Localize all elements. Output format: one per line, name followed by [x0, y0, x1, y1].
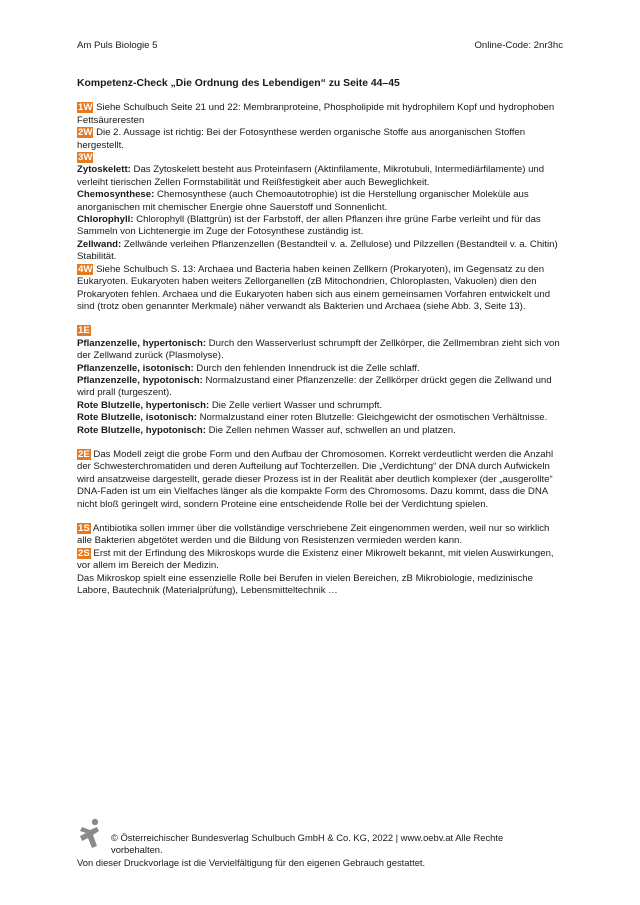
definition-term: Zellwand: [77, 238, 122, 250]
online-code: Online-Code: 2nr3hc [474, 40, 563, 51]
task-w3 [77, 152, 565, 164]
section-gap [77, 313, 565, 325]
usage-notice: Von dieser Druckvorlage ist die Vervielfältigung für den eigenen Gebrauch gestattet. [77, 856, 426, 868]
definition-text: Normalzustand einer roten Blutzelle: Gleichgewicht der osmotischen Verhältnisse. [196, 412, 548, 424]
task-level: S [83, 523, 90, 534]
task-level: E [83, 448, 90, 460]
task-badge [77, 102, 93, 113]
task-badge [77, 523, 91, 534]
definition [77, 425, 565, 437]
task-number: 4 [78, 263, 84, 275]
definition-text: Normalzustand einer Pflanzenzelle: der Zellkörper drückt gegen die Zellwand und wird prall (turgeszent). [77, 374, 552, 399]
definition-term: Pflanzenzelle, hypertonisch: [77, 337, 207, 349]
definition-term: Rote Blutzelle, hypertonisch: [77, 399, 210, 411]
definition-text: Die Zellen nehmen Wasser auf, schwellen an und platzen. [206, 424, 456, 436]
definition-text: Durch den Wasserverlust schrumpft der Zellkörper, die Zellmembran zieht sich von der Zellwand zurück (Plasmolyse). [77, 337, 560, 362]
task-e2 [77, 449, 565, 511]
task-s1 [77, 523, 565, 548]
definition [77, 400, 565, 412]
task-text: Erst mit der Erfindung des Mikroskops wurde die Existenz einer Mikrowelt bekannt, mit vielen Auswirkungen, vor allem im Bereich der Medizin. [77, 547, 554, 572]
definition [77, 363, 565, 375]
definition [77, 338, 565, 363]
definition-term: Rote Blutzelle, isotonisch: [77, 412, 197, 424]
definition [77, 214, 565, 239]
page-title: Kompetenz-Check „Die Ordnung des Lebendigen“ zu Seite 44–45 [77, 78, 400, 89]
paragraph: Das Mikroskop spielt eine essenzielle Rolle bei Berufen in vielen Bereichen, zB Mikrobiologie, medizinische Labore, Bautechnik (Materialprüfung), Lebensmitteltechnik … [77, 572, 533, 597]
section-gap [77, 511, 565, 523]
definition [77, 164, 565, 189]
definition-term: Chemosynthese: [77, 189, 155, 201]
task-badge [77, 152, 93, 163]
definition-text: Chlorophyll (Blattgrün) ist der Farbstoff, der allen Pflanzen ihre grüne Farbe verleiht und für das Sammeln von Lichtenergie im Zuge der Fotosynthese zuständig ist. [77, 214, 541, 238]
definition-term: Pflanzenzelle, hypotonisch: [77, 374, 203, 386]
definition-text: Durch den fehlenden Innendruck ist die Zelle schlaff. [193, 362, 420, 374]
definition-term: Pflanzenzelle, isotonisch: [77, 362, 194, 374]
definition-term: Rote Blutzelle, hypotonisch: [77, 424, 206, 436]
task-text: Siehe Schulbuch Seite 21 und 22: Membranproteine, Phospholipide mit hydrophilem Kopf und hydrophoben Fettsäureresten [77, 102, 555, 126]
task-level: W [83, 263, 93, 275]
task-e1 [77, 325, 565, 337]
task-badge [77, 325, 91, 336]
task-number: 1 [78, 523, 84, 534]
definition-term: Zytoskelett: [77, 164, 131, 176]
task-w2 [77, 127, 565, 152]
definition [77, 189, 565, 214]
book-title: Am Puls Biologie 5 [77, 40, 158, 51]
definition-text: Chemosynthese (auch Chemoautotrophie) ist die Herstellung organischer Moleküle aus anorganischen mit chemischer Energie ohne Sauerstoff und Sonnenlicht. [77, 189, 529, 213]
task-s2 [77, 548, 565, 573]
task-number: 3 [78, 152, 84, 164]
definition-term: Chlorophyll: [77, 214, 134, 226]
copyright-footer [77, 832, 557, 869]
task-level: W [83, 127, 93, 139]
page-header [77, 40, 563, 54]
task-badge [77, 449, 91, 460]
task-text: Antibiotika sollen immer über die vollständige verschriebene Zeit eingenommen werden, weil nur so wirklich alle Bakterien abgetötet werden und die Bildung von Resistenzen vermieden werden kann. [77, 523, 550, 547]
task-level: E [83, 325, 90, 337]
task-number: 2 [78, 127, 84, 139]
copyright-line: © Österreichischer Bundesverlag Schulbuch GmbH & Co. KG, 2022 | www.oebv.at Alle Rechte vorbehalten. [111, 832, 504, 856]
task-number: 2 [78, 448, 84, 460]
definition-text: Die Zelle verliert Wasser und schrumpft. [209, 399, 383, 411]
task-text: Das Modell zeigt die grobe Form und den Aufbau der Chromosomen. Korrekt verdeutlicht werden die Anzahl der Schwesterchromatiden und deren Aufteilung auf Tochterzellen. Die „Verdichtung“ der DNA durch Aufwickeln wird ansatzweise dargestellt, gerade dieser Prozess ist in der Realität aber deutlich komplexer (der „ausgerollte“ DNA-Faden ist um ein Vielfaches länger als die kompakte Form des Chromosoms. Dazu kommt, dass die DNA nicht bloß geringelt wird, sondern Proteine eine entscheidende Rolle bei der Verdichtung spielen. [77, 448, 554, 510]
task-number: 2 [78, 547, 84, 559]
definition [77, 239, 565, 264]
task-w4 [77, 264, 565, 314]
task-level: W [83, 152, 93, 164]
task-text: Die 2. Aussage ist richtig: Bei der Fotosynthese werden organische Stoffe aus anorganischen Stoffen hergestellt. [77, 127, 526, 151]
task-badge [77, 264, 93, 275]
task-text: Siehe Schulbuch S. 13: Archaea und Bacteria haben keinen Zellkern (Prokaryoten), im Gegensatz zu den Eukaryoten. Eukaryoten haben weiters Zellorganellen (zB Mitochondrien, Chloroplasten, Vakuolen) dien den Prokaryoten fehlen. Archaea und die Eukaryoten haben sich aus einem gemeinsamen Vorfahren entwickelt und sind (trotz oben genannter Merkmale) näher verwandt als Bakterien und Archaea (siehe Abb. 3, Seite 13). [77, 263, 551, 312]
task-badge [77, 127, 93, 138]
definition [77, 375, 565, 400]
task-level: S [83, 547, 90, 559]
task-badge [77, 548, 91, 559]
task-number: 1 [78, 325, 84, 337]
task-w1 [77, 102, 565, 127]
document-content [77, 78, 565, 597]
definition-text: Das Zytoskelett besteht aus Proteinfasern (Aktinfilamente, Mikrotubuli, Intermediärfilamente) und verleiht tierischen Zellen Formstabilität und Reißfestigkeit aber auch Beweglichkeit. [77, 164, 545, 188]
section-gap [77, 437, 565, 449]
definition [77, 412, 565, 424]
definition-text: Zellwände verleihen Pflanzenzellen (Bestandteil v. a. Zellulose) und Pilzzellen (Bestandteil v. a. Chitin) Stabilität. [77, 238, 558, 263]
task-level: W [83, 102, 93, 114]
task-number: 1 [78, 102, 84, 114]
